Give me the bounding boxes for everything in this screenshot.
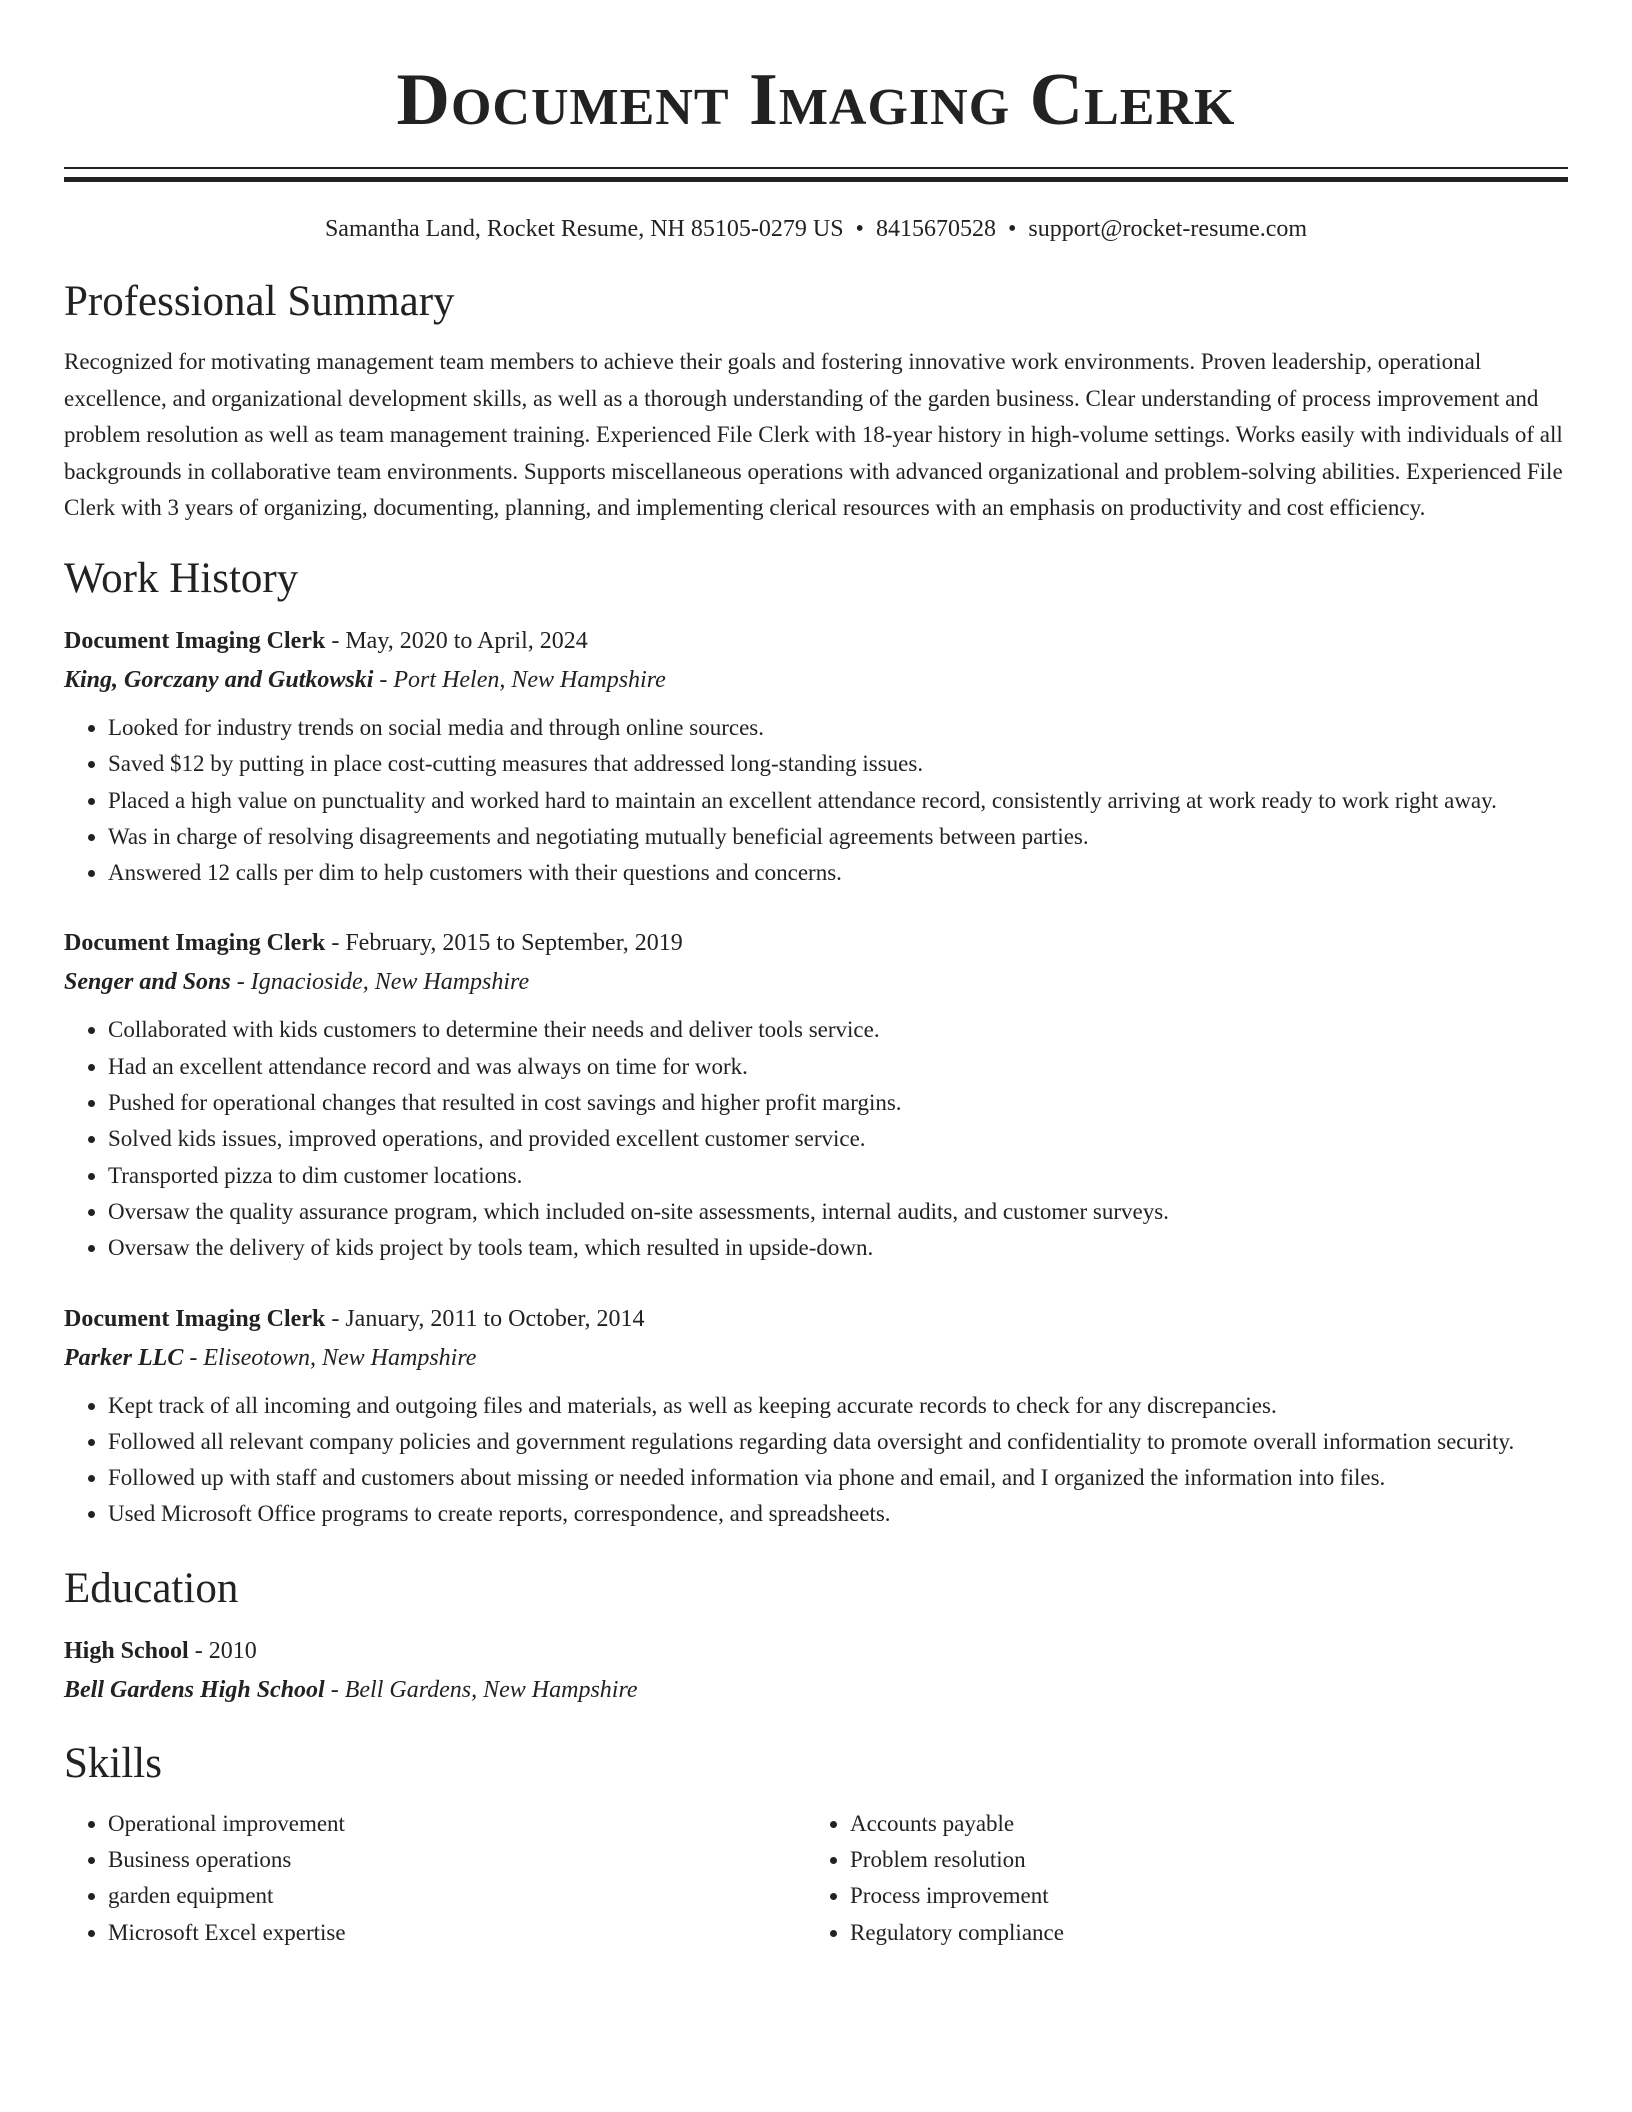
education-heading: Education <box>64 1564 239 1612</box>
list-item: • Regulatory compliance <box>850 1915 1550 1951</box>
list-item: • Looked for industry trends on social media and through online sources. <box>108 710 1568 746</box>
list-item: • Accounts payable <box>850 1806 1550 1842</box>
education-entry <box>64 1633 1568 1708</box>
job-dates: - May, 2020 to April, 2024 <box>325 627 588 654</box>
job-title-line <box>64 925 1568 961</box>
list-item: • Business operations <box>108 1842 806 1878</box>
degree-line <box>64 1633 1568 1669</box>
job-location: - Port Helen, New Hampshire <box>373 666 666 693</box>
job-title-line <box>64 1301 1568 1337</box>
list-item: • Transported pizza to dim customer locations. <box>108 1158 1568 1194</box>
list-item: • Was in charge of resolving disagreements and negotiating mutually beneficial agreements between parties. <box>108 819 1568 855</box>
list-item: • Oversaw the quality assurance program, which included on-site assessments, internal audits, and customer surveys. <box>108 1194 1568 1230</box>
list-item: • Saved $12 by putting in place cost-cutting measures that addressed long-standing issues. <box>108 746 1568 782</box>
job-location: - Ignacioside, New Hampshire <box>230 969 530 996</box>
job-bullets <box>64 1012 1568 1266</box>
list-item: • Solved kids issues, improved operations, and provided excellent customer service. <box>108 1121 1568 1157</box>
contact-separator: • <box>1007 216 1017 242</box>
list-item: • Process improvement <box>850 1878 1550 1914</box>
job-dates: - February, 2015 to September, 2019 <box>325 930 683 957</box>
job-entry <box>64 925 1568 1266</box>
graduation-year: - 2010 <box>188 1637 257 1664</box>
job-bullets <box>64 1388 1568 1533</box>
degree: High School <box>64 1637 189 1664</box>
list-item: • Operational improvement <box>108 1806 806 1842</box>
list-item: • Used Microsoft Office programs to create reports, correspondence, and spreadsheets. <box>108 1496 1568 1532</box>
contact-address: Samantha Land, Rocket Resume, NH 85105-0279 US <box>324 216 844 242</box>
school-location: - Bell Gardens, New Hampshire <box>324 1676 638 1703</box>
contact-email: support@rocket-resume.com <box>1028 216 1308 242</box>
job-company-line <box>64 1340 1568 1376</box>
job-entry <box>64 1301 1568 1533</box>
list-item: • Problem resolution <box>850 1842 1550 1878</box>
skills-heading: Skills <box>64 1739 162 1787</box>
list-item: • Pushed for operational changes that resulted in cost savings and higher profit margins. <box>108 1085 1568 1121</box>
job-bullets <box>64 710 1568 891</box>
contact-info <box>64 214 1568 244</box>
work-history-heading: Work History <box>64 554 299 602</box>
summary-text: Recognized for motivating management team members to achieve their goals and fostering innovative work environments. Proven leadership, operational excellence, and organizational development skills, as well as a thorough understanding of the garden business. Clear understanding of process improvement and problem resolution as well as team management training. Experienced File Clerk with 18-year history in high-volume settings. Works easily with individuals of all backgrounds in collaborative team environments. Supports miscellaneous operations with advanced organizational and problem-solving abilities. Experienced File Clerk with 3 years of organizing, documenting, planning, and implementing clerical resources with an emphasis on productivity and cost efficiency. <box>64 349 1563 521</box>
job-company: Senger and Sons <box>64 969 231 996</box>
list-item: • Placed a high value on punctuality and worked hard to maintain an excellent attendance record, consistently arriving at work ready to work right away. <box>108 783 1568 819</box>
list-item: • Kept track of all incoming and outgoing files and materials, as well as keeping accurate records to check for any discrepancies. <box>108 1388 1568 1424</box>
job-title-line <box>64 623 1568 659</box>
list-item: • Answered 12 calls per dim to help customers with their questions and concerns. <box>108 855 1568 891</box>
skills-column-left <box>64 1806 806 1951</box>
skills-column-right <box>806 1806 1550 1951</box>
contact-phone: 8415670528 <box>875 216 996 242</box>
resume-page <box>64 0 1568 1951</box>
job-title: Document Imaging Clerk <box>64 627 326 654</box>
job-title: Document Imaging Clerk <box>64 930 326 957</box>
list-item: • Oversaw the delivery of kids project by tools team, which resulted in upside-down. <box>108 1230 1568 1266</box>
list-item: • Had an excellent attendance record and was always on time for work. <box>108 1049 1568 1085</box>
summary-heading: Professional Summary <box>64 278 455 325</box>
list-item: • garden equipment <box>108 1878 806 1914</box>
job-company: King, Gorczany and Gutkowski <box>64 666 374 693</box>
list-item: • Microsoft Excel expertise <box>108 1915 806 1951</box>
list-item: • Followed up with staff and customers about missing or needed information via phone and email, and I organized the information into files. <box>108 1460 1568 1496</box>
resume-title: Document Imaging Clerk <box>396 59 1236 141</box>
title-divider <box>64 167 1568 182</box>
contact-separator: • <box>855 216 864 242</box>
job-company-line <box>64 964 1568 1000</box>
list-item: • Followed all relevant company policies and government regulations regarding data oversight and confidentiality to promote overall information security. <box>108 1424 1568 1460</box>
school-line <box>64 1672 1568 1708</box>
school-name: Bell Gardens High School <box>64 1676 325 1703</box>
list-item: • Collaborated with kids customers to determine their needs and deliver tools service. <box>108 1012 1568 1048</box>
job-dates: - January, 2011 to October, 2014 <box>325 1305 645 1332</box>
job-company: Parker LLC <box>64 1344 184 1371</box>
job-location: - Eliseotown, New Hampshire <box>183 1344 477 1371</box>
job-title: Document Imaging Clerk <box>64 1305 326 1332</box>
skills-list <box>64 1806 1568 1951</box>
job-entry <box>64 623 1568 891</box>
job-company-line <box>64 662 1568 698</box>
